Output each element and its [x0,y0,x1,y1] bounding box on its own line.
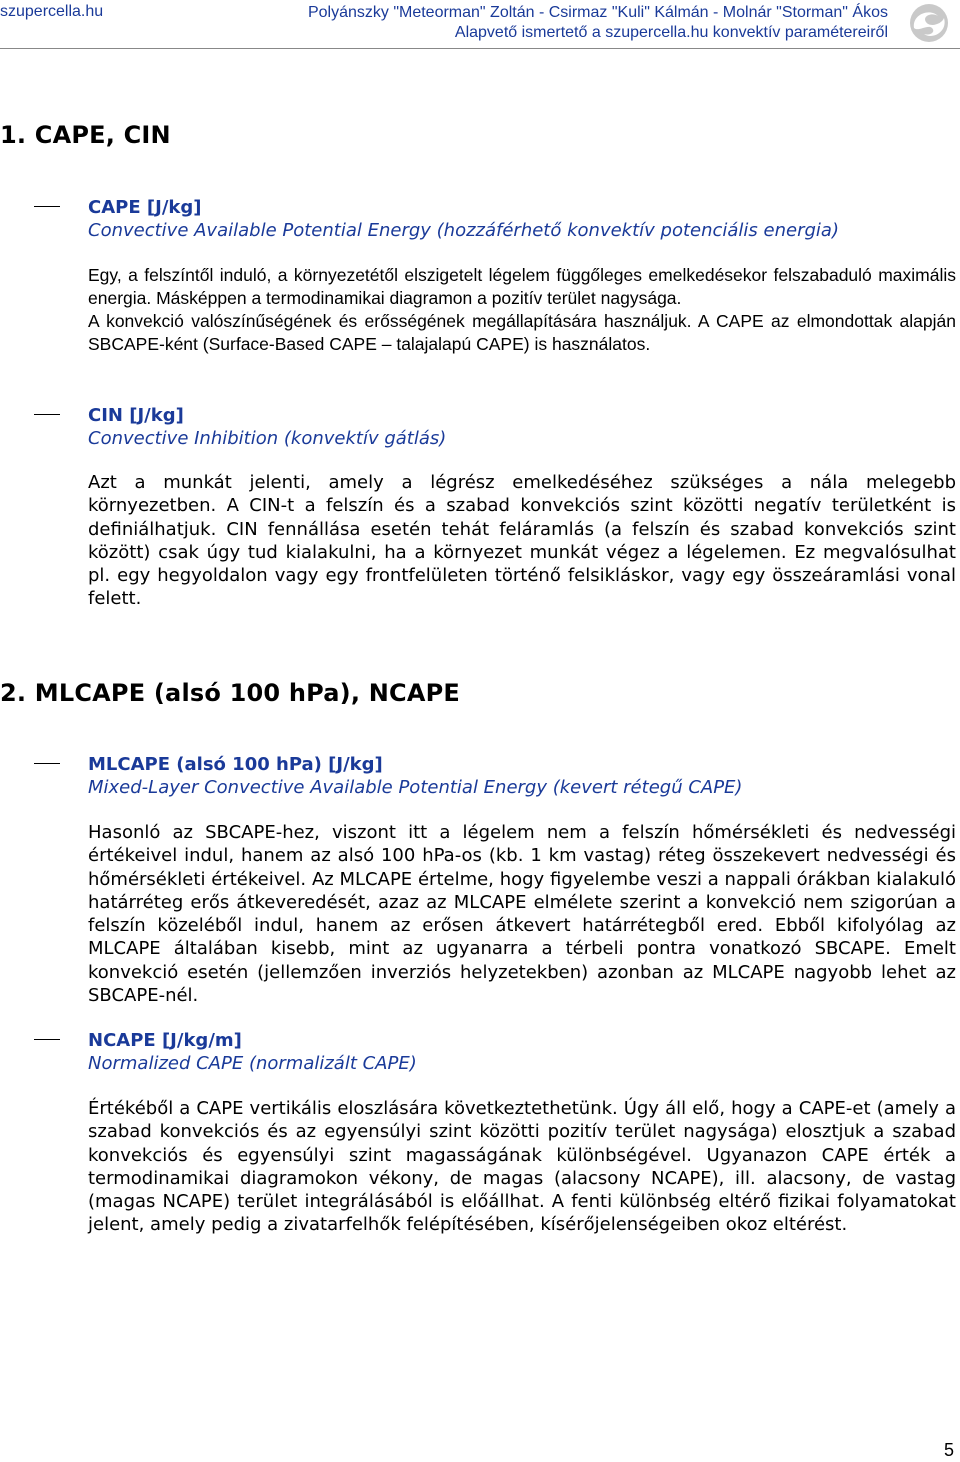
term-description: Értékéből a CAPE vertikális eloszlására következtethetünk. Úgy áll elő, hogy a CAPE-et (amely a szabad konvekciós és az egyensúlyi szint közötti pozitív terület nagysága) elosztjuk a szabad konvekciós és egyensúlyi szint magasságának különbségével. Ugyanazon CAPE érték a termodinamikai diagramokon vékony, de magas (alacsony NCAPE), ill. alacsony, de vastag (magas NCAPE) terület integrálásából is előállhat. A fenti különbség eltérő fizikai folyamatokat jelent, amely pedig a zivatarfelhők felépítésében, kísérőjelenségeiben okoz eltérést. [88,1098,956,1236]
term-title: CIN [J/kg] [88,405,184,426]
term-subtitle: Convective Inhibition (konvektív gátlás) [88,428,447,449]
section-heading-2: 2. MLCAPE (alsó 100 hPa), NCAPE [0,679,460,707]
term-description: Egy, a felszíntől induló, a környezetétől elszigetelt légelem függőleges emelkedésekor felszabaduló maximális energia. Másképpen a termodinamikai diagramon a pozitív terület nagysága. [88,265,956,309]
site-name: szupercella.hu [0,3,104,20]
header-divider [0,48,960,49]
dash-bullet [34,414,60,415]
term-title: CAPE [J/kg] [88,197,202,218]
term-title: MLCAPE (alsó 100 hPa) [J/kg] [88,754,383,775]
header-subtitle: Alapvető ismertető a szupercella.hu konvektív paramétereiről [454,24,888,41]
section-heading-1: 1. CAPE, CIN [0,121,171,149]
term-subtitle: Normalized CAPE (normalizált CAPE) [88,1053,417,1074]
dash-bullet [34,763,60,764]
term-subtitle: Mixed-Layer Convective Available Potential Energy (kevert rétegű CAPE) [88,777,743,798]
term-description: Hasonló az SBCAPE-hez, viszont itt a légelem nem a felszín hőmérsékleti és nedvességi értékeivel indul, hanem az alsó 100 hPa-os (kb. 1 km vastag) réteg összekevert nedvességi és hőmérsékleti értékeivel. Az MLCAPE értelme, hogy figyelembe veszi a nappali órákban kialakuló határréteg erős átkeveredését, azaz az MLCAPE elmélete szerint a konvekció nem szigorúan a felszín közeléből indul, hanem az erősen átkevert határrétegből ered. Ebből kifolyólag az MLCAPE általában kisebb, mint az ugyanarra a térbeli pontra vonatkozó SBCAPE. Emelt konvekció esetén (jellemzően inverziós helyzetekben) azonban az MLCAPE nagyobb lehet az SBCAPE-nél. [88,822,956,1007]
dash-bullet [34,206,60,207]
term-title: NCAPE [J/kg/m] [88,1030,242,1051]
term-subtitle: Convective Available Potential Energy (hozzáférhető konvektív potenciális energia) [88,220,839,241]
page-number: 5 [943,1440,954,1460]
term-description-continued: A konvekció valószínűségének és erősségének megállapítására használjuk. A CAPE az elmondottak alapján SBCAPE-ként (Surface-Based CAPE – talajalapú CAPE) is használatos. [88,311,956,355]
header-authors: Polyánszky "Meteorman" Zoltán - Csirmaz "Kuli" Kálmán - Molnár "Storman" Ákos [307,4,888,21]
term-description: Azt a munkát jelenti, amely a légrész emelkedéséhez szükséges a nála melegebb környezetben. A CIN-t a felszín és a szabad konvekciós szint közötti negatív területként is definiálhatjuk. CIN fennállása esetén tehát feláramlás (a felszín és szabad konvekciós szint között) csak úgy tud kialakulni, ha a környezet munkát végez a légelemen. Ez megvalósulhat pl. egy hegyoldalon vagy egy frontfelületen történő felsikláskor, vagy egy összeáramlási vonal felett. [88,472,956,610]
dash-bullet [34,1039,60,1040]
swirl-logo-icon [902,2,956,44]
header-credits [308,3,888,43]
page-header [0,0,960,50]
